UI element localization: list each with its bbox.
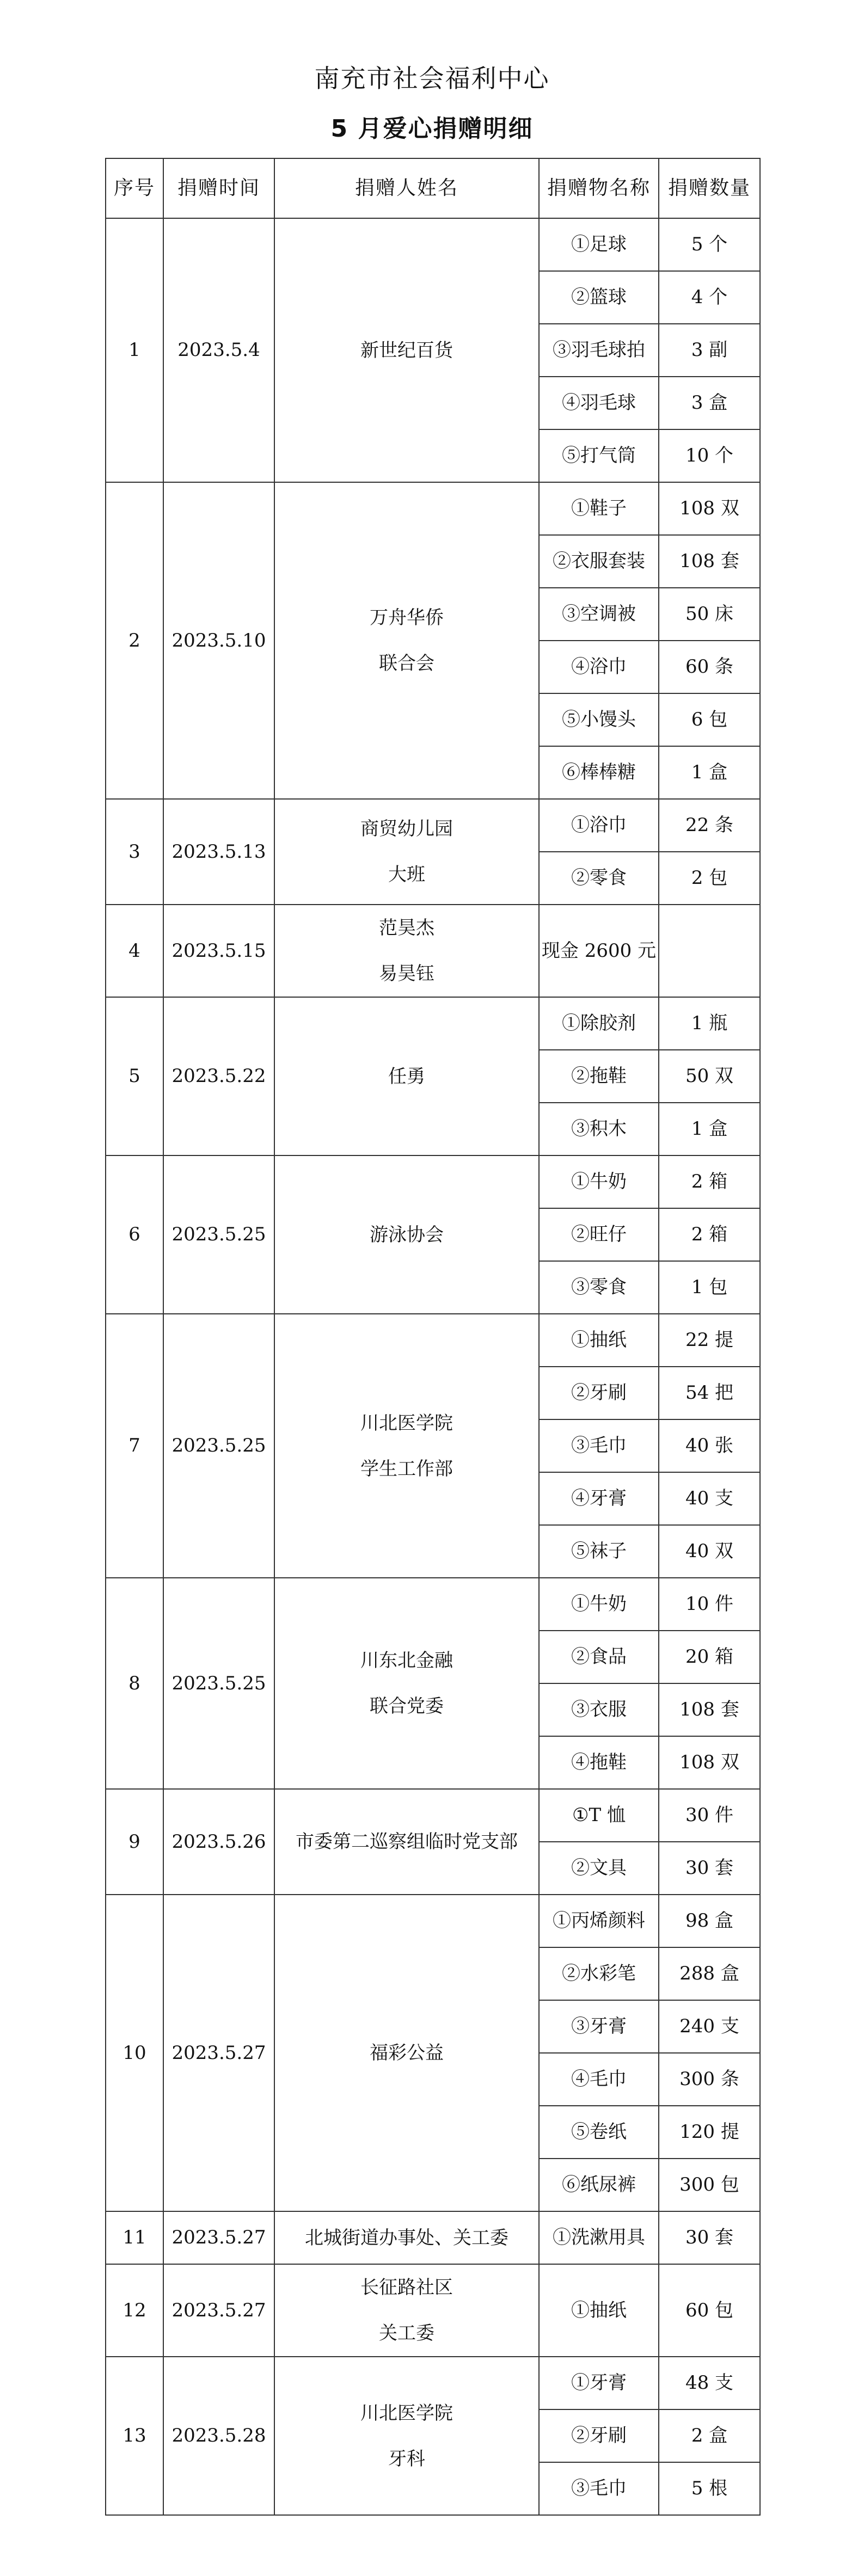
column-header-quantity: 捐赠数量	[659, 158, 760, 218]
cell-item: ①鞋子	[539, 482, 659, 535]
cell-no: 1	[106, 218, 163, 482]
cell-no: 9	[106, 1789, 163, 1895]
cell-quantity: 40 双	[659, 1525, 760, 1578]
cell-date: 2023.5.15	[163, 905, 274, 997]
cell-item: ①T 恤	[539, 1789, 659, 1842]
cell-item: ②篮球	[539, 271, 659, 324]
table-row	[106, 1155, 760, 1208]
cell-item: ④羽毛球	[539, 377, 659, 429]
cell-date: 2023.5.26	[163, 1789, 274, 1895]
donor-name-line: 北城街道办事处、关工委	[305, 2227, 508, 2249]
cell-quantity: 1 盒	[659, 746, 760, 799]
cell-donor	[274, 1314, 539, 1578]
cell-item: ①足球	[539, 218, 659, 271]
table-header-row	[106, 158, 760, 218]
donor-name-line: 商贸幼儿园	[360, 818, 453, 840]
cell-quantity: 108 双	[659, 1736, 760, 1789]
cell-item: ②衣服套装	[539, 535, 659, 588]
table-row	[106, 997, 760, 1050]
cell-item: ②拖鞋	[539, 1050, 659, 1103]
cell-quantity: 48 支	[659, 2357, 760, 2409]
donor-name-line: 万舟华侨	[370, 607, 444, 629]
donor-name-line: 学生工作部	[360, 1458, 453, 1480]
cell-item: ③毛巾	[539, 2462, 659, 2515]
cell-item: ③积木	[539, 1103, 659, 1155]
cell-item: ③毛巾	[539, 1419, 659, 1472]
cell-donor	[274, 2211, 539, 2264]
donation-table	[105, 158, 761, 2516]
cell-item: ③零食	[539, 1261, 659, 1314]
cell-item: ②食品	[539, 1631, 659, 1683]
cell-donor	[274, 482, 539, 799]
cell-quantity: 10 个	[659, 429, 760, 482]
table-row	[106, 482, 760, 535]
cell-quantity: 1 盒	[659, 1103, 760, 1155]
cell-quantity: 5 根	[659, 2462, 760, 2515]
cell-item: ②文具	[539, 1842, 659, 1895]
cell-quantity: 2 箱	[659, 1208, 760, 1261]
donor-name-line: 联合党委	[370, 1695, 444, 1717]
donor-name-line: 福彩公益	[370, 2042, 444, 2064]
cell-quantity: 2 盒	[659, 2409, 760, 2462]
cell-date: 2023.5.22	[163, 997, 274, 1155]
cell-item: ④浴巾	[539, 641, 659, 693]
cell-quantity: 120 提	[659, 2106, 760, 2159]
cell-date: 2023.5.4	[163, 218, 274, 482]
cell-quantity: 2 箱	[659, 1155, 760, 1208]
cell-quantity: 30 套	[659, 1842, 760, 1895]
cell-donor	[274, 218, 539, 482]
cell-quantity: 240 支	[659, 2000, 760, 2053]
cell-quantity: 3 盒	[659, 377, 760, 429]
cell-date: 2023.5.25	[163, 1155, 274, 1314]
cell-quantity: 288 盒	[659, 1947, 760, 2000]
column-header-date: 捐赠时间	[163, 158, 274, 218]
cell-item: ⑤打气筒	[539, 429, 659, 482]
donor-name-line: 川东北金融	[360, 1650, 453, 1671]
cell-quantity: 22 条	[659, 799, 760, 852]
cell-donor	[274, 905, 539, 997]
cell-item: ②牙刷	[539, 2409, 659, 2462]
cell-item: ③羽毛球拍	[539, 324, 659, 377]
cell-quantity: 3 副	[659, 324, 760, 377]
cell-item: ①洗漱用具	[539, 2211, 659, 2264]
cell-no: 13	[106, 2357, 163, 2515]
table-row	[106, 1314, 760, 1367]
cell-quantity: 22 提	[659, 1314, 760, 1367]
cell-item: ④毛巾	[539, 2053, 659, 2106]
donor-name-line: 范昊杰	[379, 917, 434, 939]
cell-item: ⑤卷纸	[539, 2106, 659, 2159]
cell-item: ②旺仔	[539, 1208, 659, 1261]
cell-no: 4	[106, 905, 163, 997]
cell-item: ①牙膏	[539, 2357, 659, 2409]
cell-item: ③衣服	[539, 1683, 659, 1736]
cell-no: 2	[106, 482, 163, 799]
cell-donor	[274, 799, 539, 905]
cell-quantity: 30 套	[659, 2211, 760, 2264]
table-row	[106, 1895, 760, 1947]
cell-quantity: 5 个	[659, 218, 760, 271]
donor-name-line: 新世纪百货	[360, 339, 453, 361]
cell-no: 3	[106, 799, 163, 905]
cell-quantity: 1 瓶	[659, 997, 760, 1050]
cell-donor	[274, 2357, 539, 2515]
table-row	[106, 799, 760, 852]
cell-donor	[274, 1895, 539, 2211]
table-row	[106, 905, 760, 997]
cell-quantity: 30 件	[659, 1789, 760, 1842]
cell-item: ③空调被	[539, 588, 659, 641]
donor-name-line: 市委第二巡察组临时党支部	[296, 1831, 518, 1853]
cell-quantity: 60 包	[659, 2264, 760, 2357]
cell-donor	[274, 1155, 539, 1314]
table-row	[106, 2357, 760, 2409]
cell-no: 10	[106, 1895, 163, 2211]
cell-item: ①丙烯颜料	[539, 1895, 659, 1947]
cell-date: 2023.5.13	[163, 799, 274, 905]
cell-item: ④牙膏	[539, 1472, 659, 1525]
cell-date: 2023.5.10	[163, 482, 274, 799]
cell-item: ①浴巾	[539, 799, 659, 852]
cell-item: ④拖鞋	[539, 1736, 659, 1789]
table-row	[106, 1578, 760, 1631]
cell-quantity: 108 套	[659, 535, 760, 588]
table-row	[106, 2211, 760, 2264]
cell-quantity: 20 箱	[659, 1631, 760, 1683]
table-row	[106, 1789, 760, 1842]
cell-item: ⑤小馒头	[539, 693, 659, 746]
donor-name-line: 川北医学院	[360, 2402, 453, 2424]
cell-date: 2023.5.27	[163, 2211, 274, 2264]
column-header-no: 序号	[106, 158, 163, 218]
cell-item: ①牛奶	[539, 1578, 659, 1631]
cell-item: ②牙刷	[539, 1367, 659, 1419]
table-body	[106, 218, 760, 2515]
cell-no: 7	[106, 1314, 163, 1578]
cell-donor	[274, 1789, 539, 1895]
cell-item: ①除胶剂	[539, 997, 659, 1050]
cell-quantity: 50 床	[659, 588, 760, 641]
cell-quantity	[659, 905, 760, 997]
column-header-item: 捐赠物名称	[539, 158, 659, 218]
cell-quantity: 50 双	[659, 1050, 760, 1103]
cell-quantity: 40 支	[659, 1472, 760, 1525]
donor-name-line: 游泳协会	[370, 1224, 444, 1246]
cell-quantity: 98 盒	[659, 1895, 760, 1947]
cell-quantity: 60 条	[659, 641, 760, 693]
cell-date: 2023.5.28	[163, 2357, 274, 2515]
cell-quantity: 40 张	[659, 1419, 760, 1472]
cell-quantity: 108 双	[659, 482, 760, 535]
cell-date: 2023.5.27	[163, 1895, 274, 2211]
donor-name-line: 川北医学院	[360, 1412, 453, 1434]
cell-no: 11	[106, 2211, 163, 2264]
cell-quantity: 4 个	[659, 271, 760, 324]
cell-donor	[274, 997, 539, 1155]
cell-item: 现金 2600 元	[539, 905, 659, 997]
donor-name-line: 大班	[388, 864, 425, 886]
cell-quantity: 2 包	[659, 852, 760, 905]
cell-item: ⑥纸尿裤	[539, 2159, 659, 2211]
cell-quantity: 10 件	[659, 1578, 760, 1631]
donor-name-line: 关工委	[379, 2322, 434, 2344]
cell-item: ①抽纸	[539, 1314, 659, 1367]
page-subtitle: 5 月爱心捐赠明细	[330, 115, 534, 143]
donor-name-line: 长征路社区	[360, 2277, 453, 2298]
donor-name-line: 任勇	[388, 1065, 425, 1087]
cell-item: ②零食	[539, 852, 659, 905]
cell-item: ③牙膏	[539, 2000, 659, 2053]
cell-quantity: 300 条	[659, 2053, 760, 2106]
column-header-donor: 捐赠人姓名	[274, 158, 539, 218]
cell-donor	[274, 2264, 539, 2357]
donor-name-line: 易昊钰	[379, 963, 434, 985]
cell-donor	[274, 1578, 539, 1789]
cell-date: 2023.5.27	[163, 2264, 274, 2357]
table-row	[106, 218, 760, 271]
donor-name-line: 牙科	[388, 2448, 425, 2470]
page-title: 南充市社会福利中心	[314, 64, 550, 93]
table-row	[106, 2264, 760, 2357]
cell-quantity: 300 包	[659, 2159, 760, 2211]
cell-no: 8	[106, 1578, 163, 1789]
cell-quantity: 1 包	[659, 1261, 760, 1314]
cell-no: 12	[106, 2264, 163, 2357]
cell-no: 5	[106, 997, 163, 1155]
cell-no: 6	[106, 1155, 163, 1314]
cell-item: ⑥棒棒糖	[539, 746, 659, 799]
cell-date: 2023.5.25	[163, 1314, 274, 1578]
cell-item: ②水彩笔	[539, 1947, 659, 2000]
cell-quantity: 108 套	[659, 1683, 760, 1736]
cell-item: ⑤袜子	[539, 1525, 659, 1578]
cell-item: ①牛奶	[539, 1155, 659, 1208]
cell-quantity: 54 把	[659, 1367, 760, 1419]
donor-name-line: 联合会	[379, 653, 434, 674]
cell-quantity: 6 包	[659, 693, 760, 746]
cell-item: ①抽纸	[539, 2264, 659, 2357]
cell-date: 2023.5.25	[163, 1578, 274, 1789]
